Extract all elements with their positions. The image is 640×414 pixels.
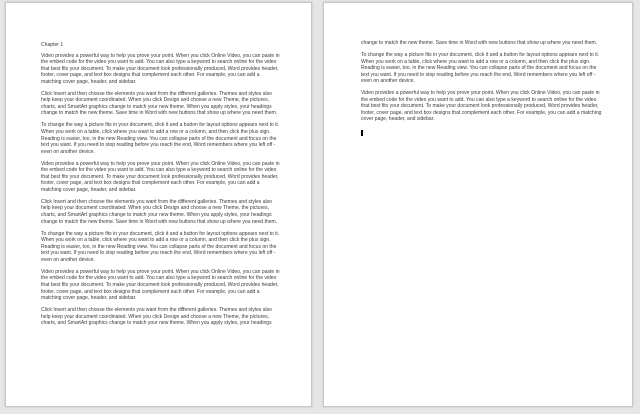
paragraph[interactable]: To change the way a picture fits in your document, click it and a button for layout options appears next to it. When you work on a table, click where you want to add a row or a column, and then click the plus sign. Reading is easier, too, in the new Reading view. You can collapse parts of the document and focus on the text you want. If you need to stop reading before you reach the end, Word remembers where you left off - even on another device. — [361, 52, 600, 85]
paragraph[interactable]: Video provides a powerful way to help you prove your point. When you click Online Video, you can paste in the embed code for the video you want to add. You can also type a keyword to search online for the video that best fits your document. To make your document look professionally produced, Word provides header, footer, cover page, and text box designs that complement each other. For example, you can add a matching cover page, header, and sidebar. — [41, 160, 280, 193]
document-page-2[interactable] — [323, 2, 633, 407]
paragraph[interactable]: Video provides a powerful way to help you prove your point. When you click Online Video, you can paste in the embed code for the video you want to add. You can also type a keyword to search online for the video that best fits your document. To make your document look professionally produced, Word provides header, footer, cover page, and text box designs that complement each other. For example, you can add a matching cover page, header, and sidebar. — [361, 90, 602, 123]
text-cursor — [361, 130, 363, 136]
document-page-1[interactable] — [5, 2, 312, 407]
paragraph[interactable]: To change the way a picture fits in your document, click it and a button for layout options appears next to it. When you work on a table, click where you want to add a row or a column, and then click the plus sign. Reading is easier, too, in the new Reading view. You can collapse parts of the document and focus on the text you want. If you need to stop reading before you reach the end, Word remembers where you left off - even on another device. — [41, 122, 280, 155]
paragraph[interactable]: Video provides a powerful way to help you prove your point. When you click Online Video, you can paste in the embed code for the video you want to add. You can also type a keyword to search online for the video that best fits your document. To make your document look professionally produced, Word provides header, footer, cover page, and text box designs that complement each other. For example, you can add a matching cover page, header, and sidebar. — [41, 52, 280, 85]
paragraph[interactable]: Click Insert and then choose the elements you want from the different galleries. Themes and styles also help keep your document coordinated. When you click Design and choose a new Theme, the pictures, charts, and SmartArt graphics change to match your new theme. When you apply styles, your headings — [41, 307, 272, 327]
paragraph[interactable]: Video provides a powerful way to help you prove your point. When you click Online Video, you can paste in the embed code for the video you want to add. You can also type a keyword to search online for the video that best fits your document. To make your document look professionally produced, Word provides header, footer, cover page, and text box designs that complement each other. For example, you can add a matching cover page, header, and sidebar. — [41, 268, 280, 302]
paragraph[interactable]: To change the way a picture fits in your document, click it and a button for layout options appears next to it. When you work on a table, click where you want to add a row or a column, and then click the plus sign. Reading is easier, too, in the new Reading view. You can collapse parts of the document and focus on the text you want. If you need to stop reading before you reach the end, Word remembers where you left off - even on another device. — [41, 230, 280, 263]
chapter-heading[interactable]: Chapter 1 — [41, 42, 64, 48]
page-2-body[interactable] — [361, 40, 604, 136]
paragraph[interactable]: Click Insert and then choose the elements you want from the different galleries. Themes and styles also help keep your document coordinated. When you click Design and choose a new Theme, the pictures, charts, and SmartArt graphics change to match your new theme. When you apply styles, your headings change to match the new theme. Save time in Word with new buttons that show up where you need them. — [41, 198, 278, 225]
page-1-body[interactable] — [41, 42, 281, 332]
paragraph[interactable]: Click Insert and then choose the elements you want from the different galleries. Themes and styles also help keep your document coordinated. When you click Design and choose a new Theme, the pictures, charts, and SmartArt graphics change to match your new theme. When you apply styles, your headings change to match the new theme. Save time in Word with new buttons that show up where you need them. — [41, 90, 278, 117]
paragraph[interactable]: change to match the new theme. Save time in Word with new buttons that show up where you need them. — [361, 40, 598, 46]
